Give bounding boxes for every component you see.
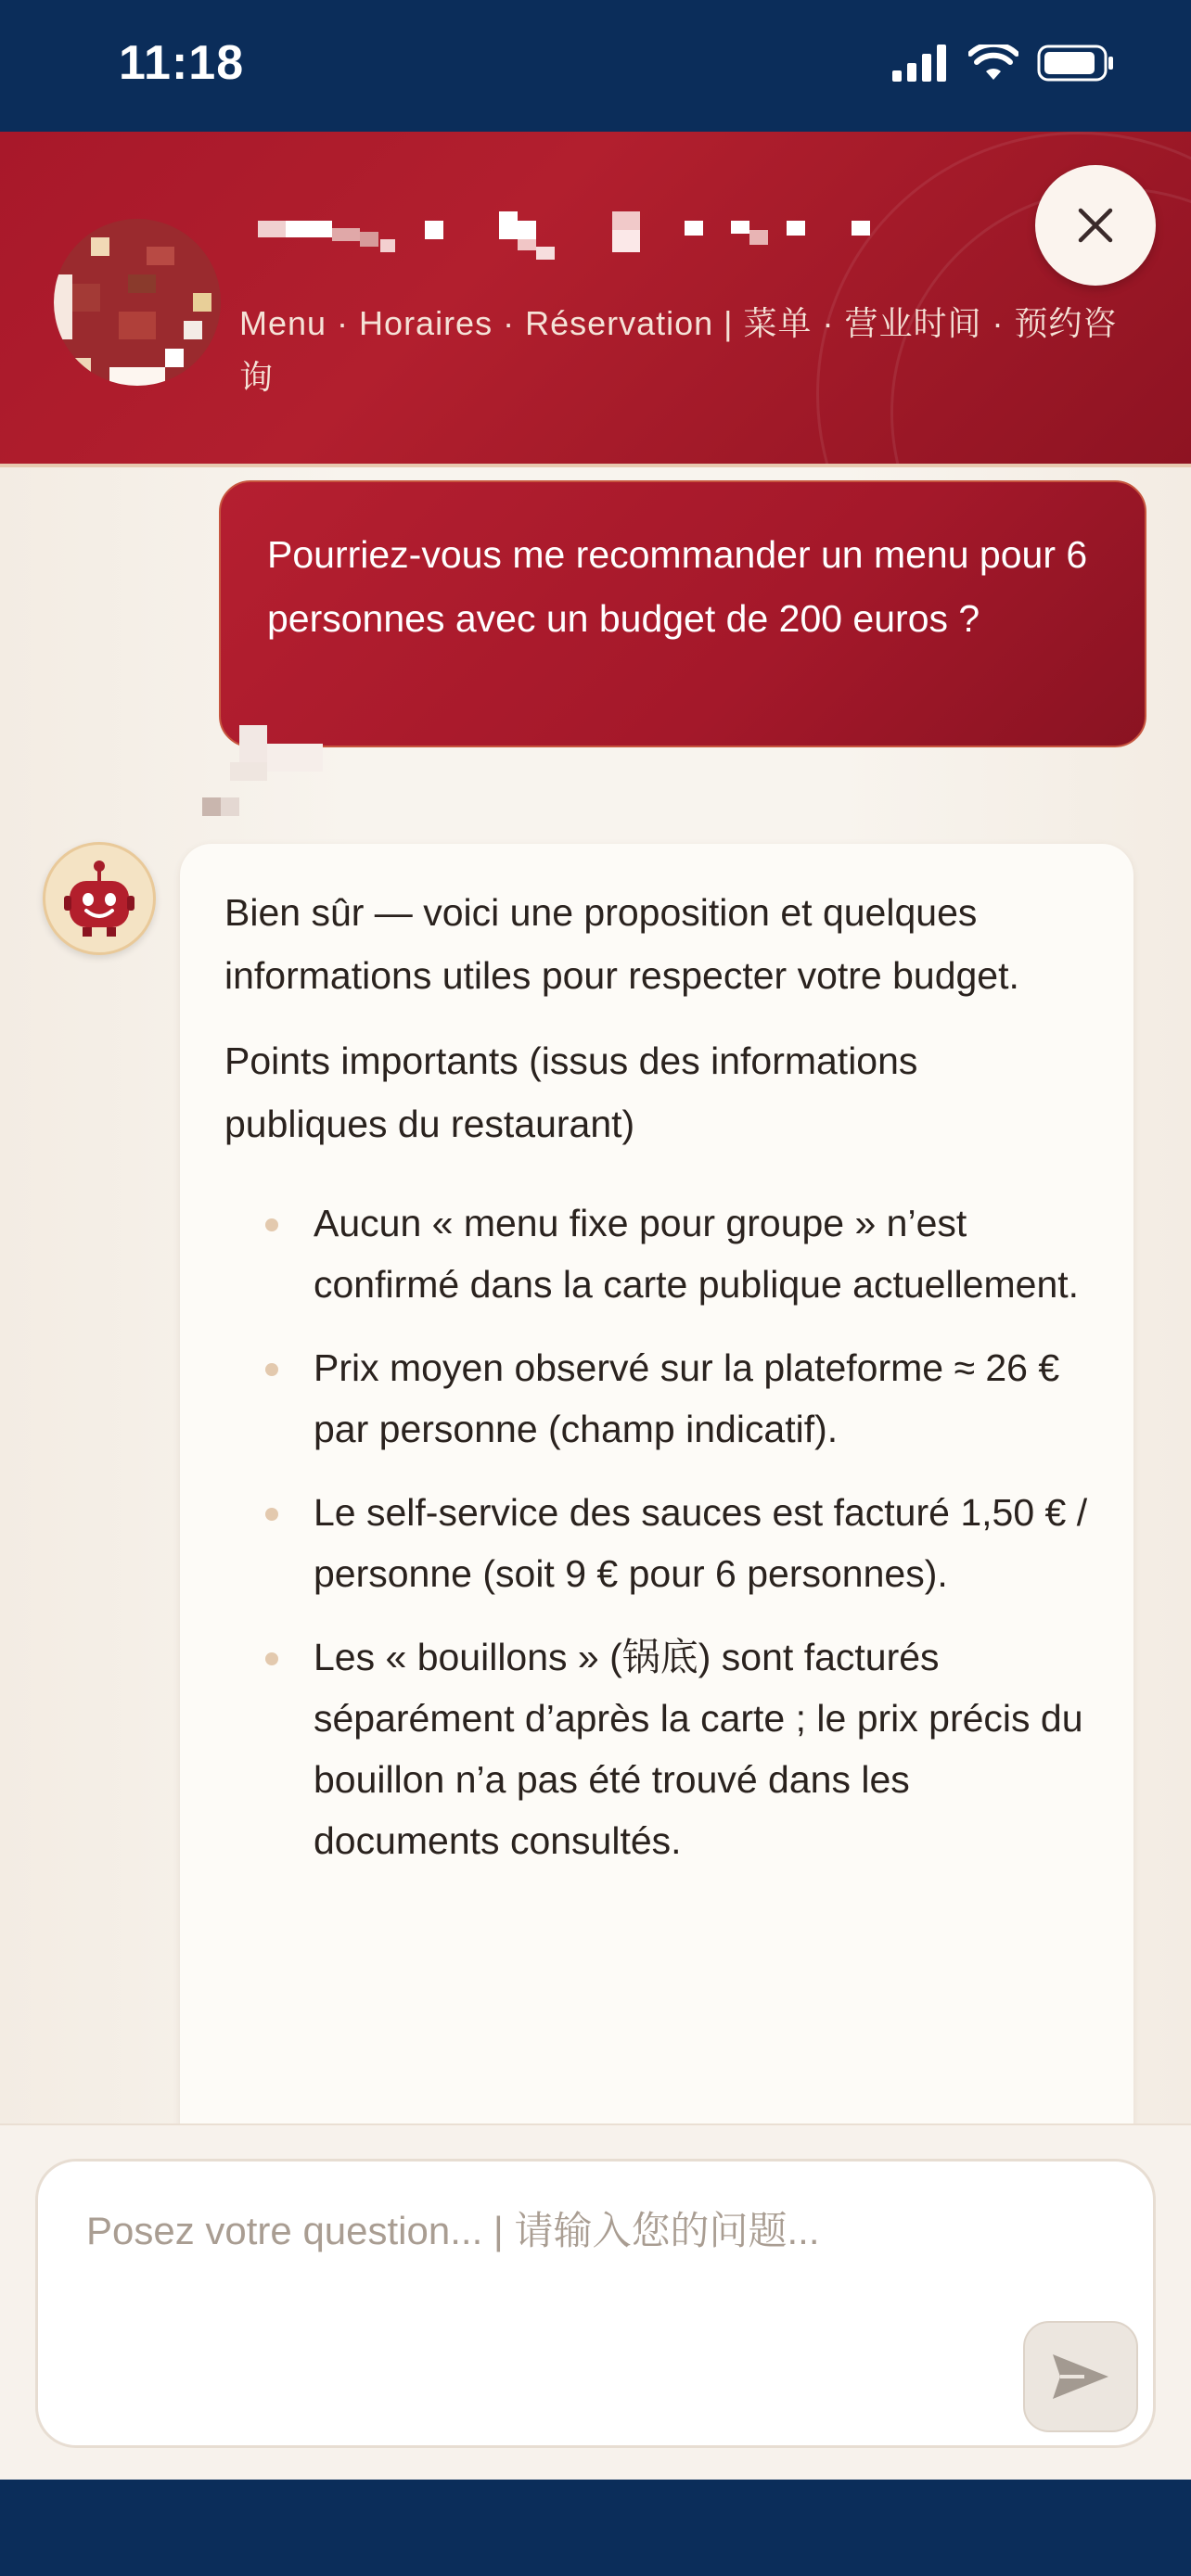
bullet-icon xyxy=(265,1652,278,1665)
restaurant-name-pixelated xyxy=(258,211,907,261)
list-item xyxy=(224,1192,1089,1315)
list-item-text: Le self-service des sauces est facturé 1,50 € / personne (soit 9 € pour 6 personnes). xyxy=(314,1491,1088,1595)
status-icons xyxy=(892,45,1115,82)
list-item-text: Les « bouillons » (锅底) sont facturés séparément d’après la carte ; le prix précis du bouillon n’a pas été trouvé dans les documents consultés. xyxy=(314,1636,1083,1862)
bot-message-bubble xyxy=(180,844,1133,2123)
send-button[interactable] xyxy=(1023,2321,1138,2432)
user-message-meta-pixelated xyxy=(202,725,360,818)
header-subtitle: Menu · Horaires · Réservation | 菜单 · 营业时间 · 预约咨询 xyxy=(239,304,1118,396)
bot-avatar xyxy=(43,842,156,955)
composer xyxy=(0,2123,1191,2481)
bullet-icon xyxy=(265,1218,278,1231)
question-input[interactable] xyxy=(84,2208,1090,2254)
bullet-icon xyxy=(265,1363,278,1376)
battery-icon xyxy=(1037,45,1115,82)
status-time: 11:18 xyxy=(119,36,245,90)
bot-section-title: Points importants (issus des informations publiques du restaurant) xyxy=(224,1039,918,1145)
list-item-text: Prix moyen observé sur la plateforme ≈ 26 € par personne (champ indicatif). xyxy=(314,1346,1060,1450)
status-bar xyxy=(0,0,1191,132)
bullet-icon xyxy=(265,1508,278,1521)
signal-icon xyxy=(892,45,950,82)
bottom-bar xyxy=(0,2480,1191,2576)
list-item xyxy=(224,1337,1089,1460)
list-item xyxy=(224,1626,1089,1871)
question-input-box[interactable] xyxy=(35,2159,1156,2448)
send-icon xyxy=(1051,2353,1110,2401)
user-message-bubble xyxy=(219,480,1146,747)
close-icon xyxy=(1075,205,1116,246)
wifi-icon xyxy=(968,45,1018,82)
bot-points-list xyxy=(224,1192,1089,1871)
list-item xyxy=(224,1482,1089,1604)
close-button[interactable] xyxy=(1035,165,1156,286)
list-item-text: Aucun « menu fixe pour groupe » n’est confirmé dans la carte publique actuellement. xyxy=(314,1202,1080,1306)
robot-icon xyxy=(62,857,136,940)
chat-messages[interactable] xyxy=(0,467,1191,2123)
user-message-text: Pourriez-vous me recommander un menu pour 6 personnes avec un budget de 200 euros ? xyxy=(267,533,1088,640)
restaurant-logo xyxy=(54,219,221,386)
bot-intro: Bien sûr — voici une proposition et quelques informations utiles pour respecter votre budget. xyxy=(224,891,1019,997)
